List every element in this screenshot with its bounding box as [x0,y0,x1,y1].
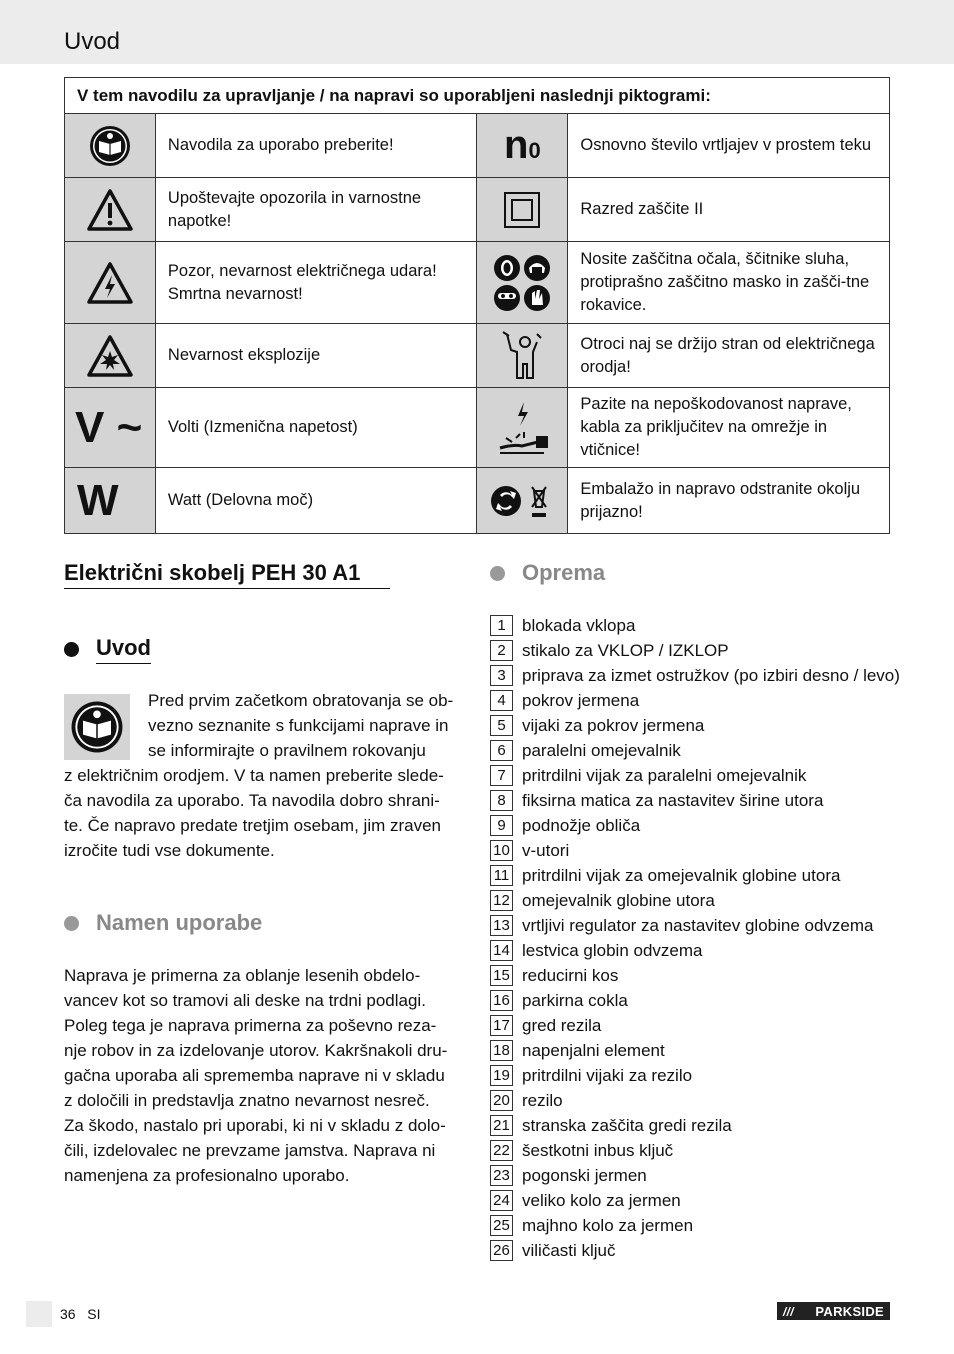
list-item [490,638,910,663]
pictogram-text: Osnovno število vrtljajev v prostem teku [568,114,890,178]
footer-box [26,1301,52,1327]
list-item [490,663,910,688]
pictogram-text: Embalažo in napravo odstranite okolju prijazno! [568,468,890,534]
warning-triangle-icon [65,178,156,242]
item-number: 19 [490,1065,513,1086]
item-number: 9 [490,815,513,836]
item-number: 21 [490,1115,513,1136]
bullet-icon [490,566,505,581]
list-item [490,1038,910,1063]
item-label: podnožje obliča [522,815,641,835]
item-label: pritrdilni vijak za paralelni omejevalnik [522,765,807,785]
list-item [490,738,910,763]
list-item [490,988,910,1013]
item-label: veliko kolo za jermen [522,1190,681,1210]
equipment-list [490,613,910,1263]
item-number: 13 [490,915,513,936]
pictogram-text: Nosite zaščitna očala, ščitnike sluha, protiprašno zaščitno masko in zašči-tne rokavice. [568,242,890,324]
explosion-icon [65,324,156,388]
list-item [490,863,910,888]
list-item [490,763,910,788]
item-label: pripravа za izmet ostružkov (po izbiri desno / levo) [522,665,900,685]
list-item [490,1088,910,1113]
list-item [490,688,910,713]
list-item [490,788,910,813]
item-label: reducirni kos [522,965,619,985]
item-number: 12 [490,890,513,911]
list-item [490,613,910,638]
recycling-icon [477,468,568,534]
no-load-speed-icon: n0 [477,114,568,178]
equipment-heading: Oprema [490,560,605,586]
item-number: 23 [490,1165,513,1186]
read-manual-icon [64,694,130,760]
item-number: 26 [490,1240,513,1261]
pictogram-table [64,77,890,534]
list-item [490,888,910,913]
page-number: 36 SI [60,1306,101,1322]
item-number: 24 [490,1190,513,1211]
item-label: fiksirna matica za nastavitev širine utora [522,790,824,810]
damaged-cable-icon [477,388,568,468]
list-item [490,1213,910,1238]
list-item [490,1063,910,1088]
list-item [490,1238,910,1263]
intro-text-bottom: z električnim orodjem. V ta namen preberite slede- ča navodila za uporabo. Ta navodila dobro shrani- te. Če napravo predate tretjim osebam, jim zraven izročite tudi vse dokumente. [64,766,444,860]
item-number: 22 [490,1140,513,1161]
item-number: 7 [490,765,513,786]
item-label: vrtljivi regulator za nastavitev globine odvzema [522,915,874,935]
watt-icon: W [65,468,156,534]
item-number: 20 [490,1090,513,1111]
list-item [490,1188,910,1213]
list-item [490,1163,910,1188]
volts-icon: V ~ [65,388,156,468]
intro-heading: Uvod [64,635,151,664]
item-label: pritrdilni vijaki za rezilo [522,1065,693,1085]
item-number: 10 [490,840,513,861]
bullet-icon [64,642,79,657]
protective-equipment-icon [477,242,568,324]
pictogram-text: Navodila za uporabo preberite! [155,114,477,178]
brand-logo: /// PARKSIDE [777,1302,890,1320]
list-item [490,913,910,938]
page-title: Uvod [64,28,121,55]
list-item [490,938,910,963]
item-label: rezilo [522,1090,563,1110]
pictogram-text: Pazite na nepoškodovanost naprave, kabla za priključitev na omrežje in vtičnice! [568,388,890,468]
item-label: majhno kolo za jermen [522,1215,694,1235]
item-number: 5 [490,715,513,736]
bullet-icon [64,916,79,931]
product-title: Električni skobelj PEH 30 A1 [64,560,390,589]
list-item [490,963,910,988]
pictogram-text: Razred zaščite II [568,178,890,242]
item-number: 1 [490,615,513,636]
list-item [490,813,910,838]
read-manual-icon [65,114,156,178]
item-number: 14 [490,940,513,961]
item-number: 15 [490,965,513,986]
item-label: v-utori [522,840,570,860]
item-number: 25 [490,1215,513,1236]
intro-text-top: Pred prvim začetkom obratovanja se ob- vezno seznanite s funkcijami naprave in se informirajte o pravilnem rokovanju [148,691,454,760]
item-label: pogonski jermen [522,1165,647,1185]
electric-shock-icon [65,242,156,324]
header-band [0,0,954,64]
item-label: omejevalnik globine utora [522,890,715,910]
item-label: stikalo za VKLOP / IZKLOP [522,640,729,660]
item-label: gred rezila [522,1015,602,1035]
item-label: parkirna cokla [522,990,628,1010]
item-label: pokrov jermena [522,690,640,710]
pictogram-text: Upoštevajte opozorila in varnostne napotke! [155,178,477,242]
intended-use-text: Naprava je primerna za oblanje lesenih obdelo- vancev kot so tramovi ali deske na trdni podlagi. Poleg tega je naprava primerna za poševno reza- nje robov in za izdelovanje utorov. Kakršnakoli dru- gačna uporaba ali sprememba naprave ni v skladu z določili in predstavlja znatno nevarnost nesreč. Za škodo, nastalo pri uporabi, ki ni v skladu z dolo- čili, izdelovalec ne prevzame jamstva. Naprava ni namenjena za profesionalno uporabo. [64,966,448,1185]
item-label: viličasti ključ [522,1240,616,1260]
intended-use-heading: Namen uporabe [64,910,262,936]
pictogram-table-heading: V tem navodilu za upravljanje / na napravi so uporabljeni naslednji piktogrami: [65,78,890,114]
item-number: 11 [490,865,513,886]
list-item [490,713,910,738]
item-number: 8 [490,790,513,811]
list-item [490,1138,910,1163]
item-label: vijaki za pokrov jermena [522,715,705,735]
pictogram-text: Nevarnost eksplozije [155,324,477,388]
list-item [490,1013,910,1038]
item-number: 16 [490,990,513,1011]
list-item [490,838,910,863]
item-number: 6 [490,740,513,761]
item-label: pritrdilni vijak za omejevalnik globine utora [522,865,841,885]
item-number: 4 [490,690,513,711]
pictogram-text: Pozor, nevarnost električnega udara! Smrtna nevarnost! [155,242,477,324]
item-number: 2 [490,640,513,661]
protection-class-ii-icon [477,178,568,242]
list-item [490,1113,910,1138]
pictogram-text: Volti (Izmenična napetost) [155,388,477,468]
item-label: napenjalni element [522,1040,665,1060]
item-number: 17 [490,1015,513,1036]
item-label: paralelni omejevalnik [522,740,681,760]
pictogram-text: Otroci naj se držijo stran od električnega orodja! [568,324,890,388]
item-label: lestvica globin odvzema [522,940,703,960]
item-label: stranska zaščita gredi rezila [522,1115,732,1135]
item-label: šestkotni inbus ključ [522,1140,674,1160]
keep-children-away-icon [477,324,568,388]
item-label: blokada vklopa [522,615,636,635]
item-number: 18 [490,1040,513,1061]
pictogram-text: Watt (Delovna moč) [155,468,477,534]
item-number: 3 [490,665,513,686]
